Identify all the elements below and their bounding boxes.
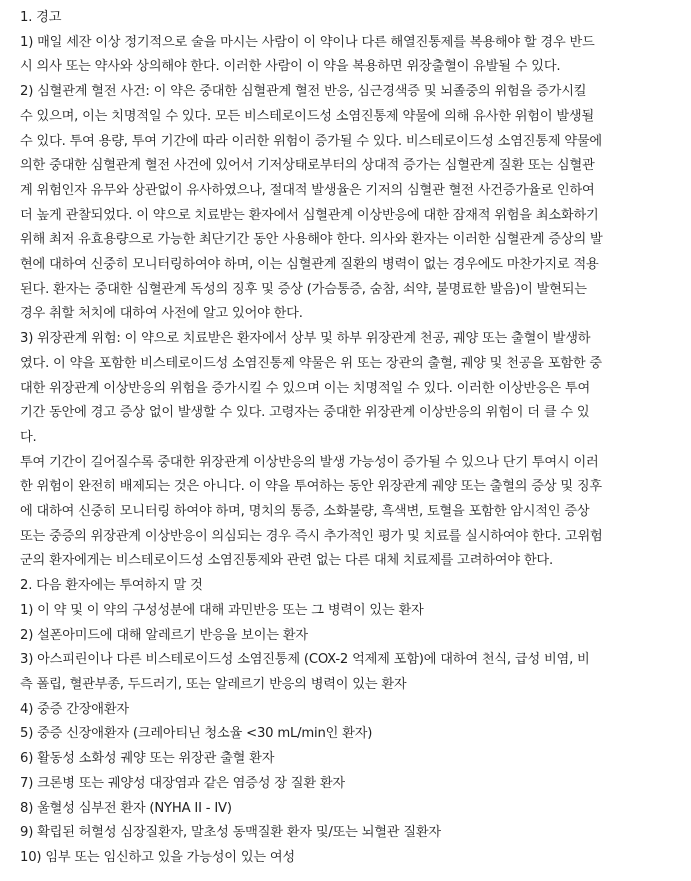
text-line: 2) 심혈관계 혈전 사건: 이 약은 중대한 심혈관계 혈전 반응, 심근경색증 및 뇌졸중의 위험을 증가시킬 [20, 84, 587, 100]
list-item: 3) 아스피린이나 다른 비스테로이드성 소염진통제 (COX-2 억제제 포함)에 대하여 천식, 급성 비염, 비 [20, 652, 590, 668]
text-line: 1) 매일 세잔 이상 정기적으로 술을 마시는 사람이 이 약이나 다른 해열진통제를 복용해야 할 경우 반드 [20, 34, 595, 50]
section-heading-warning: 1. 경고 [20, 10, 62, 25]
text-line: 군의 환자에게는 비스테로이드성 소염진통제와 관련 없는 다른 대체 치료제를 고려하여야 한다. [20, 553, 553, 569]
text-line: 현에 대하여 신중히 모니터링하여야 하며, 이는 심혈관계 질환의 병력이 없는 경우에도 마찬가지로 적용 [20, 257, 599, 273]
text-line: 다. [20, 429, 37, 445]
text-line: 계 위험인자 유무와 상관없이 유사하였으나, 절대적 발생율은 기저의 심혈관 혈전 사건증가율로 인하여 [20, 182, 595, 198]
text-line: 의한 중대한 심혈관계 혈전 사건에 있어서 기저상태로부터의 상대적 증가는 심혈관계 질환 또는 심혈관 [20, 158, 595, 174]
text-line: 에 대하여 신중히 모니터링 하여야 하며, 명치의 통증, 소화불량, 흑색변, 토혈을 포함한 암시적인 증상 [20, 504, 590, 520]
text-line: 위해 최저 유효용량으로 가능한 최단기간 동안 사용해야 한다. 의사와 환자는 이러한 심혈관계 증상의 발 [20, 232, 603, 248]
text-line: 투여 기간이 길어질수록 중대한 위장관계 이상반응의 발생 가능성이 증가될 수 있으나 단기 투여시 이러 [20, 454, 599, 470]
list-item: 5) 중증 신장애환자 (크레아티닌 청소율 <30 mL/min인 환자) [20, 726, 373, 742]
list-item: 6) 활동성 소화성 궤양 또는 위장관 출혈 환자 [20, 751, 275, 767]
list-item: 9) 확립된 허혈성 심장질환자, 말초성 동맥질환 환자 및/또는 뇌혈관 질환자 [20, 825, 441, 841]
list-item: 4) 중증 간장애환자 [20, 701, 129, 717]
list-item: 7) 크론병 또는 궤양성 대장염과 같은 염증성 장 질환 환자 [20, 775, 345, 791]
list-item: 8) 울혈성 심부전 환자 (NYHA II - IV) [20, 800, 232, 816]
text-line: 더 높게 관찰되었다. 이 약으로 치료받는 환자에서 심혈관계 이상반응에 대한 잠재적 위험을 최소화하기 [20, 207, 599, 223]
text-line: 한 위험이 완전히 배제되는 것은 아니다. 이 약을 투여하는 동안 위장관계 궤양 또는 출혈의 증상 및 징후 [20, 479, 602, 495]
text-line: 기간 동안에 경고 증상 없이 발생할 수 있다. 고령자는 중대한 위장관계 이상반응의 위험이 더 클 수 있 [20, 405, 590, 421]
list-item: 2) 설폰아미드에 대해 알레르기 반응을 보이는 환자 [20, 627, 308, 643]
text-line: 또는 중증의 위장관계 이상반응이 의심되는 경우 즉시 추가적인 평가 및 치료를 실시하여야 한다. 고위험 [20, 528, 603, 544]
text-line: 된다. 환자는 중대한 심혈관계 독성의 징후 및 증상 (가슴통증, 숨참, 쇠약, 불명료한 발음)이 발현되는 [20, 281, 587, 297]
text-line: 수 있으며, 이는 치명적일 수 있다. 모든 비스테로이드성 소염진통제 약물에 의해 유사한 위험이 발생될 [20, 108, 594, 124]
list-item: 1) 이 약 및 이 약의 구성성분에 대해 과민반응 또는 그 병력이 있는 환자 [20, 602, 424, 618]
section-heading-contraindications: 2. 다음 환자에는 투여하지 말 것 [20, 578, 203, 594]
text-line: 대한 위장관계 이상반응의 위험을 증가시킬 수 있으며 이는 치명적일 수 있다. 이러한 이상반응은 투여 [20, 380, 590, 396]
text-line: 경우 취할 처치에 대하여 사전에 알고 있어야 한다. [20, 306, 303, 322]
list-item: 10) 임부 또는 임신하고 있을 가능성이 있는 여성 [20, 849, 295, 865]
text-line: 시 의사 또는 약사와 상의해야 한다. 이러한 사람이 이 약을 복용하면 위장출혈이 유발될 수 있다. [20, 59, 561, 75]
text-line: 수 있다. 투여 용량, 투여 기간에 따라 이러한 위험이 증가될 수 있다. 비스테로이드성 소염진통제 약물에 [20, 133, 602, 149]
list-item-continuation: 측 폴립, 혈관부종, 두드러기, 또는 알레르기 반응의 병력이 있는 환자 [20, 676, 407, 692]
text-line: 였다. 이 약을 포함한 비스테로이드성 소염진통제 약물은 위 또는 장관의 출혈, 궤양 및 천공을 포함한 중 [20, 355, 602, 371]
text-line: 3) 위장관계 위험: 이 약으로 치료받은 환자에서 상부 및 하부 위장관계 천공, 궤양 또는 출혈이 발생하 [20, 331, 591, 347]
